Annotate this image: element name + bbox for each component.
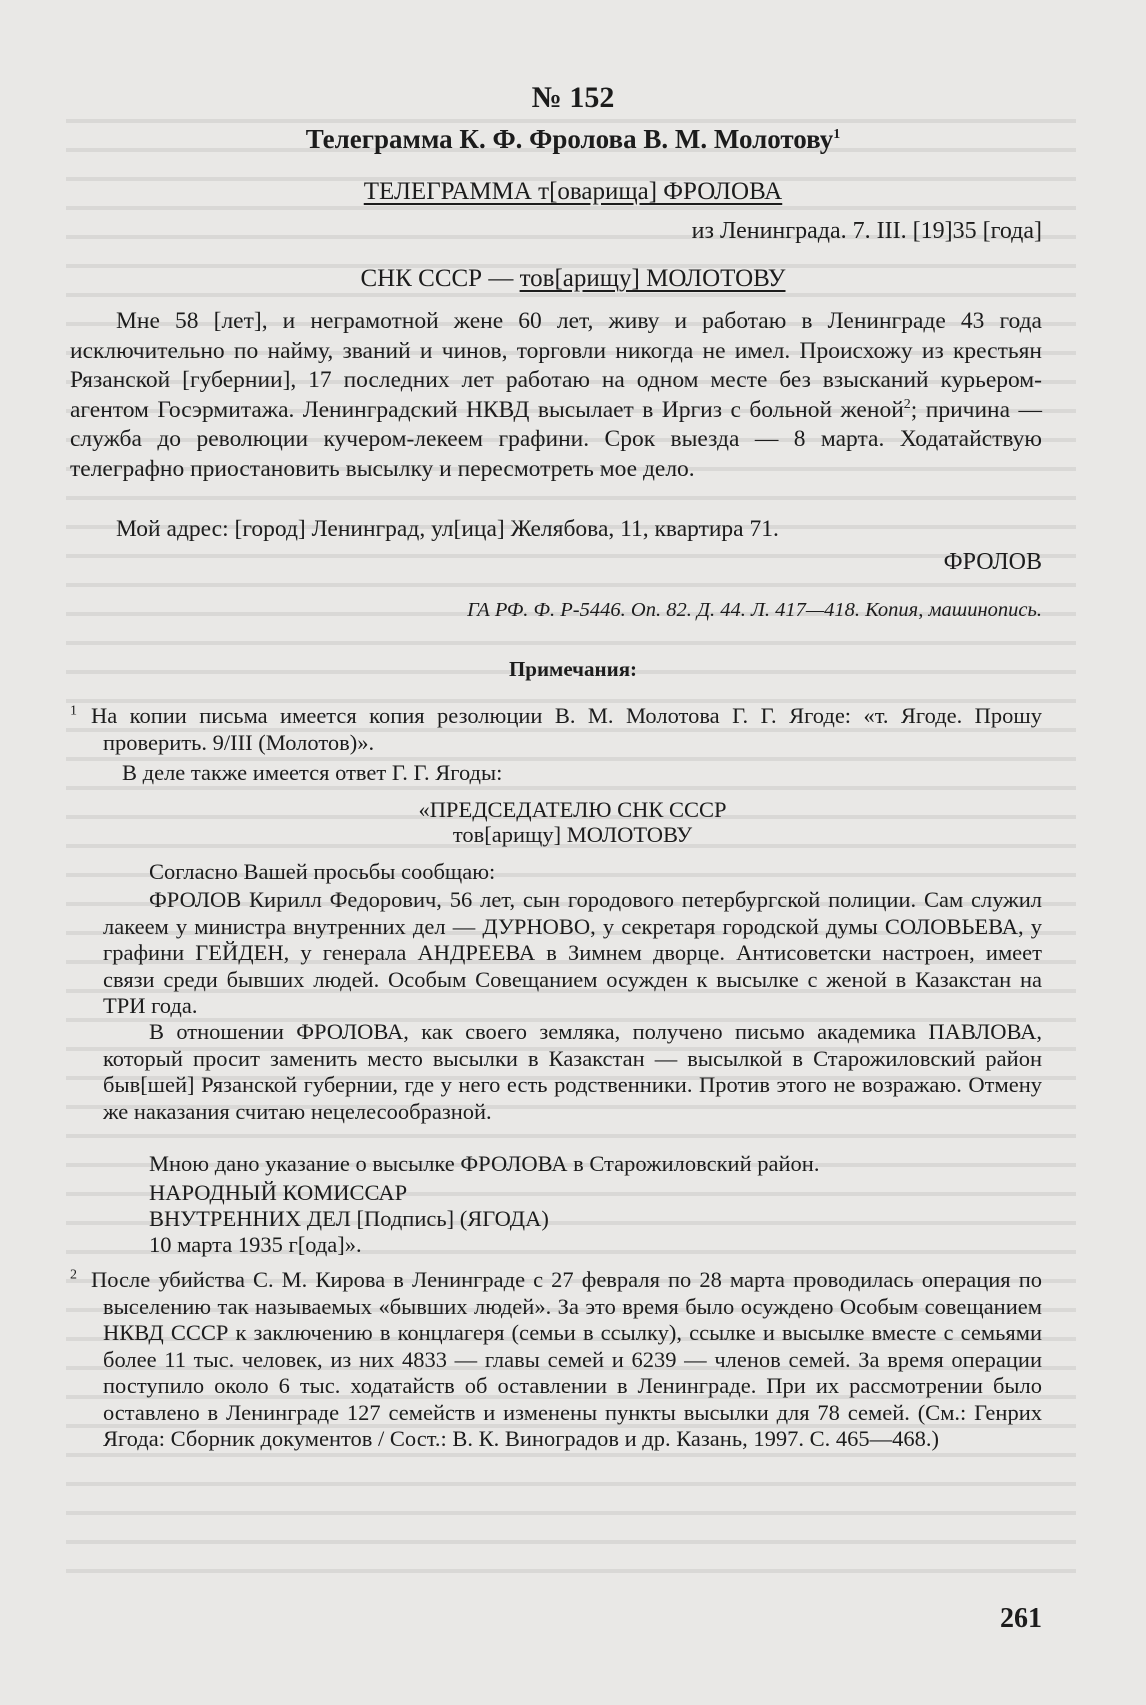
telegram-paragraph-1 — [70, 307, 1042, 484]
archival-source: ГА РФ. Ф. Р-5446. Оп. 82. Д. 44. Л. 417—418. Копия, машинопись. — [467, 599, 1042, 621]
footnote-1-also: В деле также имеется ответ Г. Г. Ягоды: — [122, 760, 503, 785]
page-number: 261 — [1000, 1603, 1042, 1634]
reply-paragraph-2: ФРОЛОВ Кирилл Федорович, 56 лет, сын городового петербургской полиции. Сам служил лакеем у министра внутренних дел — ДУРНОВО, у секретаря городской думы СОЛОВЬЕВА, у графини ГЕЙДЕН, у генерала АНДРЕЕВА в Зимнем дворце. Антисоветски настроен, имеет связи среди бывших людей. Особым Совещанием осужден к высылке с женой в Казакстан на ТРИ года. — [103, 887, 1042, 1018]
footnote-1-marker: 1 — [70, 703, 77, 719]
document-title — [0, 122, 1146, 156]
footnote-2-marker: 2 — [70, 1267, 77, 1283]
footnote-2 — [70, 1267, 1042, 1453]
reply-paragraph-1: Согласно Вашей просьбы сообщаю: — [149, 859, 496, 884]
addressee-prefix: СНК СССР — — [360, 265, 514, 292]
reply-addressee-line-1: «ПРЕДСЕДАТЕЛЮ СНК СССР — [418, 797, 727, 822]
reply-signature-line-1: НАРОДНЫЙ КОМИССАР — [149, 1180, 408, 1205]
telegram-heading — [0, 176, 1146, 208]
document-number: № 152 — [531, 81, 615, 114]
reply-paragraph-3: В отношении ФРОЛОВА, как своего земляка, получено письмо академика ПАВЛОВА, который просит заменить место высылки в Казакстан — высылкой в Старожиловский район быв[шей] Рязанской губернии, где у него есть родственники. Против этого не возражаю. Отмену же наказания считаю нецелесообразной. — [103, 1019, 1042, 1124]
reply-addressee-line-2: тов[арищу] МОЛОТОВУ — [452, 822, 693, 847]
title-footnote-ref: 1 — [833, 127, 841, 142]
footnote-2-text: После убийства С. М. Кирова в Ленинграде с 27 февраля по 28 марта проводилась операция по выселению так называемых «бывших людей». За это время было осуждено Особым совещанием НКВД СССР к заключению в концлагеря (семьи в ссылку), ссылке и высылке вместе с семьями более 11 тыс. человек, из них 4833 — главы семей и 6239 — членов семей. За время операции поступило около 6 тыс. ходатайств об оставлении в Ленинграде. При их рассмотрении было оставлено в Ленинграде 127 семейств и изменены пункты высылки для 78 семей. (См.: Генрих Ягода: Сборник документов / Сост.: В. К. Виноградов и др. Казань, 1997. С. 465—468.) — [91, 1267, 1042, 1451]
telegram-p1-part-b: ; причина — служба до революции кучером-лекеем графини. Срок выезда — 8 марта. Ходатайствую телеграфно приостановить высылку и пересмотреть мое дело. — [70, 396, 1042, 482]
telegram-footnote-ref: 2 — [903, 396, 911, 412]
telegram-paragraph-2: Мой адрес: [город] Ленинград, ул[ица] Желябова, 11, квартира 71. — [116, 516, 779, 542]
reply-paragraph-4: Мною дано указание о высылке ФРОЛОВА в Старожиловский район. — [149, 1151, 820, 1176]
reply-signature-line-2: ВНУТРЕННИХ ДЕЛ [Подпись] (ЯГОДА) — [149, 1206, 549, 1231]
notes-heading: Примечания: — [508, 657, 638, 681]
telegram-addressee — [0, 263, 1146, 295]
telegram-signature: ФРОЛОВ — [943, 549, 1042, 575]
telegram-p1-part-a: Мне 58 [лет], и неграмотной жене 60 лет, живу и работаю в Ленинграде 43 года исключительно по найму, званий и чинов, торговли никогда не имел. Происхожу из крестьян Рязанской [губернии], 17 последних лет работаю на одном месте без взысканий курьером-агентом Госэрмитажа. Ленинградский НКВД высылает в Иргиз с больной женой — [70, 308, 1042, 423]
reply-date: 10 марта 1935 г[ода]». — [149, 1232, 362, 1257]
footnote-1 — [70, 703, 1042, 756]
telegram-heading-text: ТЕЛЕГРАММА т[оварища] ФРОЛОВА — [363, 178, 783, 205]
addressee-name: тов[арищу] МОЛОТОВУ — [519, 265, 786, 292]
footnote-1-text: На копии письма имеется копия резолюции В. М. Молотова Г. Г. Ягоде: «т. Ягоде. Прошу проверить. 9/III (Молотов)». — [91, 703, 1042, 755]
document-title-text: Телеграмма К. Ф. Фролова В. М. Молотову — [305, 124, 834, 154]
telegram-origin: из Ленинграда. 7. III. [19]35 [года] — [691, 218, 1042, 244]
